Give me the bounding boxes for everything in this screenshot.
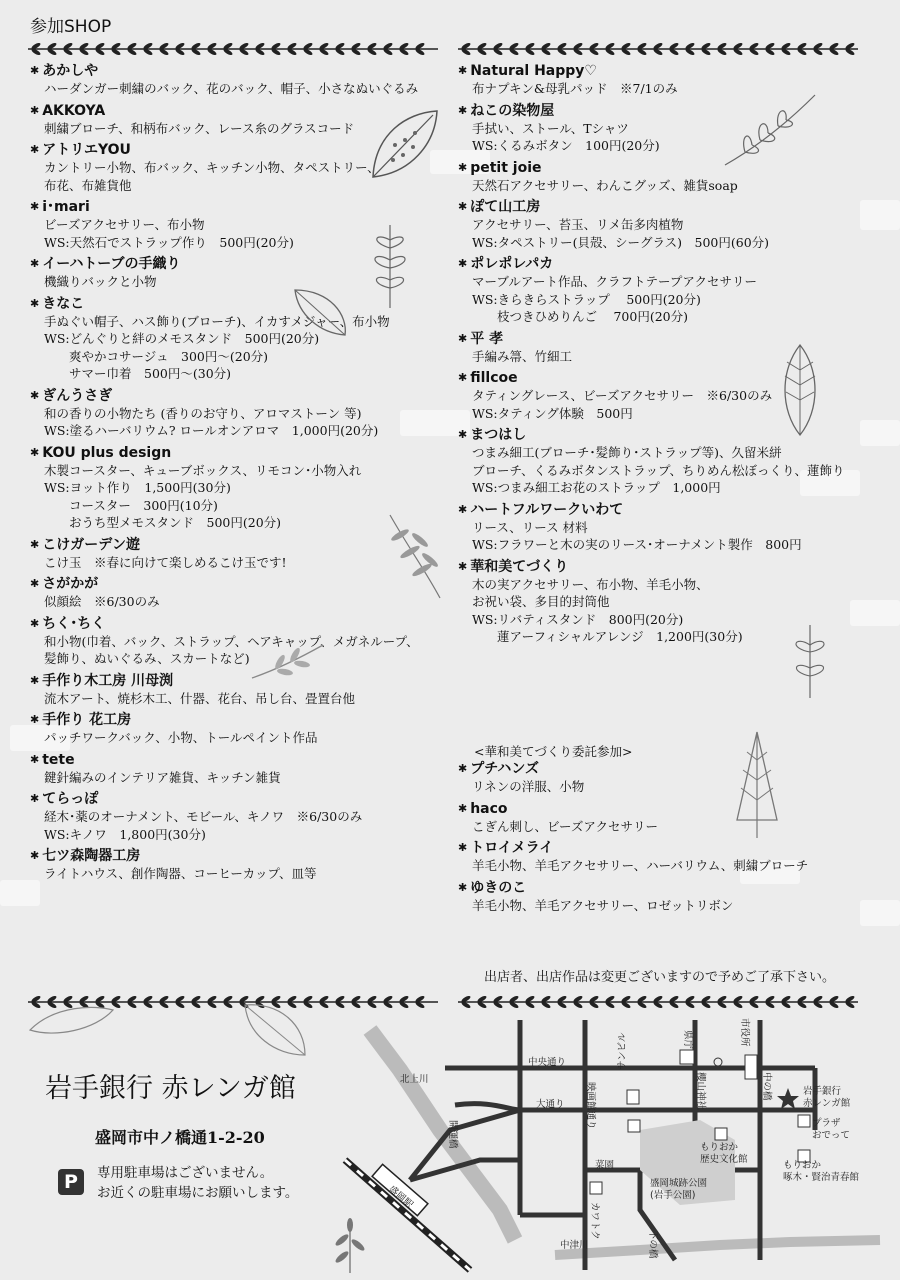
shop-detail-line: WS:きらきらストラップ 500円(20分): [472, 291, 701, 307]
shop-detail-line: ハーダンガー刺繍のバック、花のバック、帽子、小さなぬいぐるみ: [44, 81, 419, 96]
shop-name-text: 手作り木工房 川母渕: [42, 672, 174, 689]
asterisk-icon: ✱: [30, 103, 40, 117]
shop-detail-line: 機織りバックと小物: [44, 274, 157, 289]
map-label: 開運橋: [447, 1120, 458, 1149]
shop-entry: [30, 615, 430, 668]
asterisk-icon: ✱: [458, 200, 468, 213]
asterisk-icon: ✱: [458, 841, 468, 854]
tree-illustration: [735, 730, 780, 840]
asterisk-icon: ✱: [458, 762, 468, 775]
shop-detail-line: ブローチ、くるみボタンストラップ、ちりめん松ぼっくり、蓮飾り: [472, 462, 845, 478]
shop-name: [458, 255, 868, 273]
shop-name-text: ゆきのこ: [470, 879, 527, 896]
shop-entry: [30, 790, 430, 843]
leaf-illustration-9: [25, 1000, 115, 1040]
shop-name: [458, 839, 868, 857]
asterisk-icon: ✱: [30, 673, 40, 687]
shop-detail-line: WS:ヨット作り 1,500円(30分): [44, 480, 231, 495]
shop-entry: [458, 198, 868, 251]
shop-detail-line: こけ玉 ※春に向けて楽しめるこけ玉です!: [44, 554, 287, 570]
shop-detail-line: 刺繍ブローチ、和柄布バック、レース糸のグラスコード: [44, 120, 355, 136]
consign-shop-list: [458, 760, 868, 918]
shop-entry: [458, 800, 868, 836]
parking-icon: P: [58, 1169, 84, 1195]
shop-detail-line: こぎん刺し、ビーズアクセサリー: [472, 818, 659, 834]
asterisk-icon: ✱: [30, 713, 40, 726]
shop-entry: [30, 62, 430, 98]
shop-detail-line: コースター 300円(10分): [44, 497, 218, 513]
shop-detail-line: 流木アート、焼杉木工、什器、花台、吊し台、畳置台他: [44, 690, 356, 706]
shop-detail-line: アクセサリー、苔玉、リメ缶多肉植物: [472, 217, 684, 232]
shop-entry: [30, 536, 430, 572]
map-label: 北上川: [400, 1074, 429, 1085]
shop-detail-line: 鍵針編みのインテリア雑貨、キッチン雑貨: [44, 769, 281, 785]
post-office-icon: [714, 1058, 722, 1066]
leaf-illustration-1: [365, 105, 445, 185]
shop-detail-line: ビーズアクセサリー、布小物: [44, 217, 205, 232]
asterisk-icon: ✱: [30, 445, 40, 459]
leaf-illustration-4: [720, 90, 820, 170]
shop-detail-line: 天然石アクセサリー、わんこグッズ、雑貨soap: [472, 177, 738, 193]
map-label: 啄木・賢治青春館: [783, 1172, 860, 1183]
railway-line: [345, 1160, 470, 1270]
prefecture-office-icon: [680, 1050, 694, 1064]
shop-detail-line: 羊毛小物、羊毛アクセサリー、ハーバリウム、刺繍ブローチ: [472, 858, 809, 873]
shop-name: [30, 62, 430, 80]
shop-detail-line: ライトハウス、創作陶器、コーヒーカップ、皿等: [44, 866, 317, 881]
city-hall-icon: [745, 1055, 757, 1079]
shop-detail-line: 枝つきひめりんご 700円(20分): [472, 309, 688, 324]
map-label: 中津川: [560, 1240, 589, 1251]
shop-entry: [30, 847, 430, 883]
shop-name-text: tete: [42, 751, 75, 768]
map-label: 盛岡城跡公園: [650, 1178, 708, 1189]
shop-detail-line: マーブルアート作品、クラフトテープアクセサリー: [472, 274, 758, 289]
map-label: (岩手公園): [650, 1190, 696, 1201]
shop-detail-line: 和小物(巾着、バック、ストラップ、ヘアキャップ、メガネループ、: [44, 633, 419, 649]
map-label: 県庁: [682, 1030, 693, 1050]
shop-name-text: 手作り 花工房: [42, 712, 132, 728]
shop-name-text: ねこの染物屋: [470, 102, 555, 119]
venue-star-icon: [777, 1088, 799, 1109]
map-label: 中央通り: [528, 1057, 567, 1068]
shop-detail-line: 蓮アーフィシャルアレンジ 1,200円(30分): [472, 629, 743, 644]
plaza-icon: [798, 1115, 810, 1127]
shop-name: [30, 444, 430, 462]
map-label: 櫻山神社: [695, 1072, 706, 1111]
page-title: 参加SHOP: [30, 17, 112, 37]
shop-entry: [30, 751, 430, 787]
shop-name-text: ハートフルワークいわて: [470, 501, 624, 518]
asterisk-icon: ✱: [30, 849, 40, 862]
map-label: おでって: [812, 1130, 850, 1141]
shop-name-text: ポレポレパカ: [470, 256, 554, 272]
shop-detail-line: カントリー小物、布バック、キッチン小物、タペストリー、: [44, 160, 380, 175]
map-label: 映画館通り: [585, 1082, 596, 1130]
asterisk-icon: ✱: [30, 388, 40, 402]
shop-detail-line: 羊毛小物、羊毛アクセサリー、ロゼットリボン: [472, 897, 734, 913]
shop-detail-line: 布ナプキン&母乳パッド ※7/1のみ: [472, 81, 678, 96]
asterisk-icon: ✱: [458, 502, 468, 516]
shop-name-text: トロイメライ: [470, 840, 554, 856]
leaf-illustration-6: [380, 510, 450, 600]
shop-entry: [30, 575, 430, 611]
shop-detail-line: WS:くるみボタン 100円(20分): [472, 138, 660, 153]
asterisk-icon: ✱: [30, 143, 40, 156]
shop-detail-line: つまみ細工(ブローチ･髪飾り･ストラップ等)、久留米絣: [472, 445, 782, 460]
shop-name-text: アトリエYOU: [42, 142, 131, 158]
map-label: プラザ: [812, 1118, 841, 1129]
asterisk-icon: ✱: [458, 371, 468, 384]
leaf-illustration-7: [250, 640, 325, 680]
shop-detail-line: リース、リース 材料: [472, 519, 588, 535]
shop-name: [30, 751, 430, 769]
shop-name-text: 華和美てづくり: [470, 558, 569, 575]
shop-detail-line: WS:タペストリー(貝殻、シーグラス) 500円(60分): [472, 234, 770, 250]
shop-name-text: まつはし: [470, 427, 527, 443]
map-label: 菜園: [595, 1160, 615, 1171]
nakatsu-river: [555, 1240, 880, 1255]
shop-entry: [30, 387, 430, 440]
shop-name: [30, 790, 430, 808]
parking-note: [97, 1163, 298, 1203]
shop-detail-line: WS:どんぐりと絆のメモスタンド 500円(20分): [44, 331, 320, 346]
shop-detail-line: WS:つまみ細工お花のストラップ 1,000円: [472, 480, 721, 495]
asterisk-icon: ✱: [30, 537, 40, 551]
shop-name-text: 七ツ森陶器工房: [42, 848, 141, 864]
parking-note-line: お近くの駐車場にお願いします。: [97, 1185, 299, 1201]
access-map: [340, 1010, 895, 1275]
asterisk-icon: ✱: [458, 257, 468, 270]
leaf-illustration-5: [775, 340, 825, 440]
disclaimer: 出店者、出店作品は変更ございますので予めご了承下さい。: [484, 970, 836, 985]
shop-detail-line: リネンの洋服、小物: [472, 779, 585, 794]
map-label: 歴史文化館: [700, 1154, 748, 1165]
shop-entry: [30, 672, 430, 708]
shop-name-text: petit joie: [470, 159, 542, 176]
shop-name: [30, 575, 430, 593]
shop-name: [458, 558, 868, 576]
asterisk-icon: ✱: [30, 296, 40, 310]
map-label: サンビル: [617, 1032, 628, 1070]
vine-divider-bottom-right: [458, 995, 858, 1009]
asterisk-icon: ✱: [30, 752, 40, 766]
map-label: 大通り: [536, 1099, 565, 1110]
shop-name-text: ぎんうさぎ: [42, 387, 113, 404]
leaf-illustration-10: [240, 1000, 310, 1060]
shop-name-text: こけガーデン遊: [42, 536, 140, 553]
map-label: もりおか: [700, 1142, 739, 1153]
map-label: 岩手銀行: [803, 1086, 842, 1097]
map-label: 市役所: [739, 1018, 750, 1047]
shop-detail-line: 布花、布雑貨他: [44, 177, 132, 193]
shop-name-text: AKKOYA: [42, 102, 106, 119]
shop-name: [30, 387, 430, 405]
sunbiru-icon: [627, 1090, 639, 1104]
asterisk-icon: ✱: [30, 577, 40, 590]
shop-name: [458, 800, 868, 818]
shop-name-text: 平 孝: [470, 330, 504, 347]
shop-entry: [458, 255, 868, 326]
shop-name-text: きなこ: [42, 295, 85, 312]
asterisk-icon: ✱: [458, 880, 468, 894]
asterisk-icon: ✱: [30, 616, 40, 630]
shop-detail-line: 経木･薬のオーナメント、モビール、キノワ ※6/30のみ: [44, 809, 363, 824]
shop-detail-line: タティングレース、ビーズアクセサリー ※6/30のみ: [472, 388, 773, 403]
shop-name-text: i･mari: [42, 199, 90, 215]
leaf-illustration-3: [290, 285, 350, 340]
shop-name-text: あかしや: [42, 63, 99, 79]
map-label: カワトク: [589, 1202, 600, 1240]
shop-name-text: fillcoe: [470, 370, 518, 386]
leaf-illustration-2: [360, 220, 420, 310]
shop-entry: [458, 879, 868, 915]
shop-detail-line: WS:キノワ 1,800円(30分): [44, 826, 206, 842]
shop-entry: [458, 501, 868, 554]
shop-name: [30, 198, 430, 216]
map-label: 下の橋: [647, 1230, 658, 1259]
shop-name: [30, 536, 430, 554]
shop-detail-line: お祝い袋、多目的封筒他: [472, 594, 610, 609]
shop-name-text: haco: [470, 800, 508, 817]
asterisk-icon: ✱: [458, 64, 468, 77]
shop-name-text: Natural Happy♡: [470, 63, 597, 79]
left-shop-list: [30, 62, 430, 887]
shop-detail-line: WS:リバティスタンド 800円(20分): [472, 611, 684, 627]
shop-detail-line: 木製コースター、キューブボックス、リモコン･小物入れ: [44, 462, 362, 478]
shop-name: [458, 62, 868, 80]
shop-detail-line: WS:天然石でストラップ作り 500円(20分): [44, 234, 294, 250]
shop-name-text: ぽて山工房: [470, 199, 541, 215]
shop-detail-line: おうち型メモスタンド 500円(20分): [44, 515, 282, 530]
asterisk-icon: ✱: [458, 103, 468, 117]
map-label: 中の橋: [761, 1072, 772, 1101]
shop-name: [458, 501, 868, 519]
vine-divider-top-right: [458, 42, 858, 56]
shop-name-text: ちく･ちく: [42, 615, 106, 632]
building-icon: [628, 1120, 640, 1132]
asterisk-icon: ✱: [458, 428, 468, 441]
map-label: もりおか: [783, 1160, 822, 1171]
shop-detail-line: 髪飾り、ぬいぐるみ、スカートなど): [44, 651, 250, 666]
shop-detail-line: 爽やかコサージュ 300円～(20分): [44, 348, 269, 364]
shop-entry: [30, 444, 430, 532]
shop-detail-line: WS:フラワーと木の実のリース･オーナメント製作 800円: [472, 537, 802, 552]
shop-entry: [458, 839, 868, 875]
shop-name: [458, 760, 868, 778]
asterisk-icon: ✱: [458, 331, 468, 345]
rekishi-icon: [715, 1128, 727, 1140]
asterisk-icon: ✱: [30, 257, 40, 270]
shop-detail-line: 木の実アクセサリー、布小物、羊毛小物、: [472, 576, 709, 592]
parking-note-line: 専用駐車場はございません。: [97, 1165, 274, 1181]
shop-name: [458, 879, 868, 897]
venue-name: 岩手銀行 赤レンガ館: [45, 1073, 296, 1104]
asterisk-icon: ✱: [458, 559, 468, 573]
shop-name-text: てらっぽ: [42, 791, 99, 807]
shop-detail-line: 手拭い、ストール、Tシャツ: [472, 120, 629, 136]
consign-note: <華和美てづくり委託参加>: [474, 744, 633, 759]
asterisk-icon: ✱: [458, 160, 468, 174]
map-label: 盛岡駅: [386, 1183, 415, 1211]
shop-detail-line: パッチワークバック、小物、トールペイント作品: [44, 730, 318, 745]
asterisk-icon: ✱: [458, 801, 468, 815]
kawatoku-icon: [590, 1182, 602, 1194]
kitakami-river: [370, 1030, 515, 1240]
shop-detail-line: サマー巾着 500円～(30分): [44, 366, 232, 381]
venue-address: 盛岡市中ノ橋通1-2-20: [95, 1128, 265, 1147]
shop-detail-line: WS:タティング体験 500円: [472, 405, 633, 421]
asterisk-icon: ✱: [30, 792, 40, 805]
shop-name: [30, 615, 430, 633]
shop-detail-line: 手編み箒、竹細工: [472, 348, 573, 364]
shop-name-text: KOU plus design: [42, 444, 172, 461]
asterisk-icon: ✱: [30, 64, 40, 77]
shop-detail-line: 手ぬぐい帽子、ハス飾り(ブローチ)、イカすメジャー、布小物: [44, 313, 390, 329]
shop-detail-line: WS:塗るハーバリウム? ロールオンアロマ 1,000円(20分): [44, 423, 379, 438]
asterisk-icon: ✱: [30, 200, 40, 213]
vine-divider-top-left: [28, 42, 438, 56]
shop-name: [30, 711, 430, 729]
shop-name: [30, 672, 430, 690]
shop-name-text: さがかが: [42, 576, 99, 592]
shop-entry: [30, 711, 430, 747]
shop-entry: [458, 760, 868, 796]
shop-name-text: イーハトーブの手織り: [42, 256, 181, 272]
shop-detail-line: 和の香りの小物たち (香りのお守り、アロマストーン 等): [44, 405, 362, 421]
shop-name-text: プチハンズ: [470, 761, 539, 777]
map-label: 赤レンガ館: [803, 1098, 851, 1109]
shop-name: [30, 847, 430, 865]
leaf-illustration-8: [780, 620, 840, 700]
shop-name: [458, 198, 868, 216]
shop-detail-line: 似顔絵 ※6/30のみ: [44, 594, 160, 609]
